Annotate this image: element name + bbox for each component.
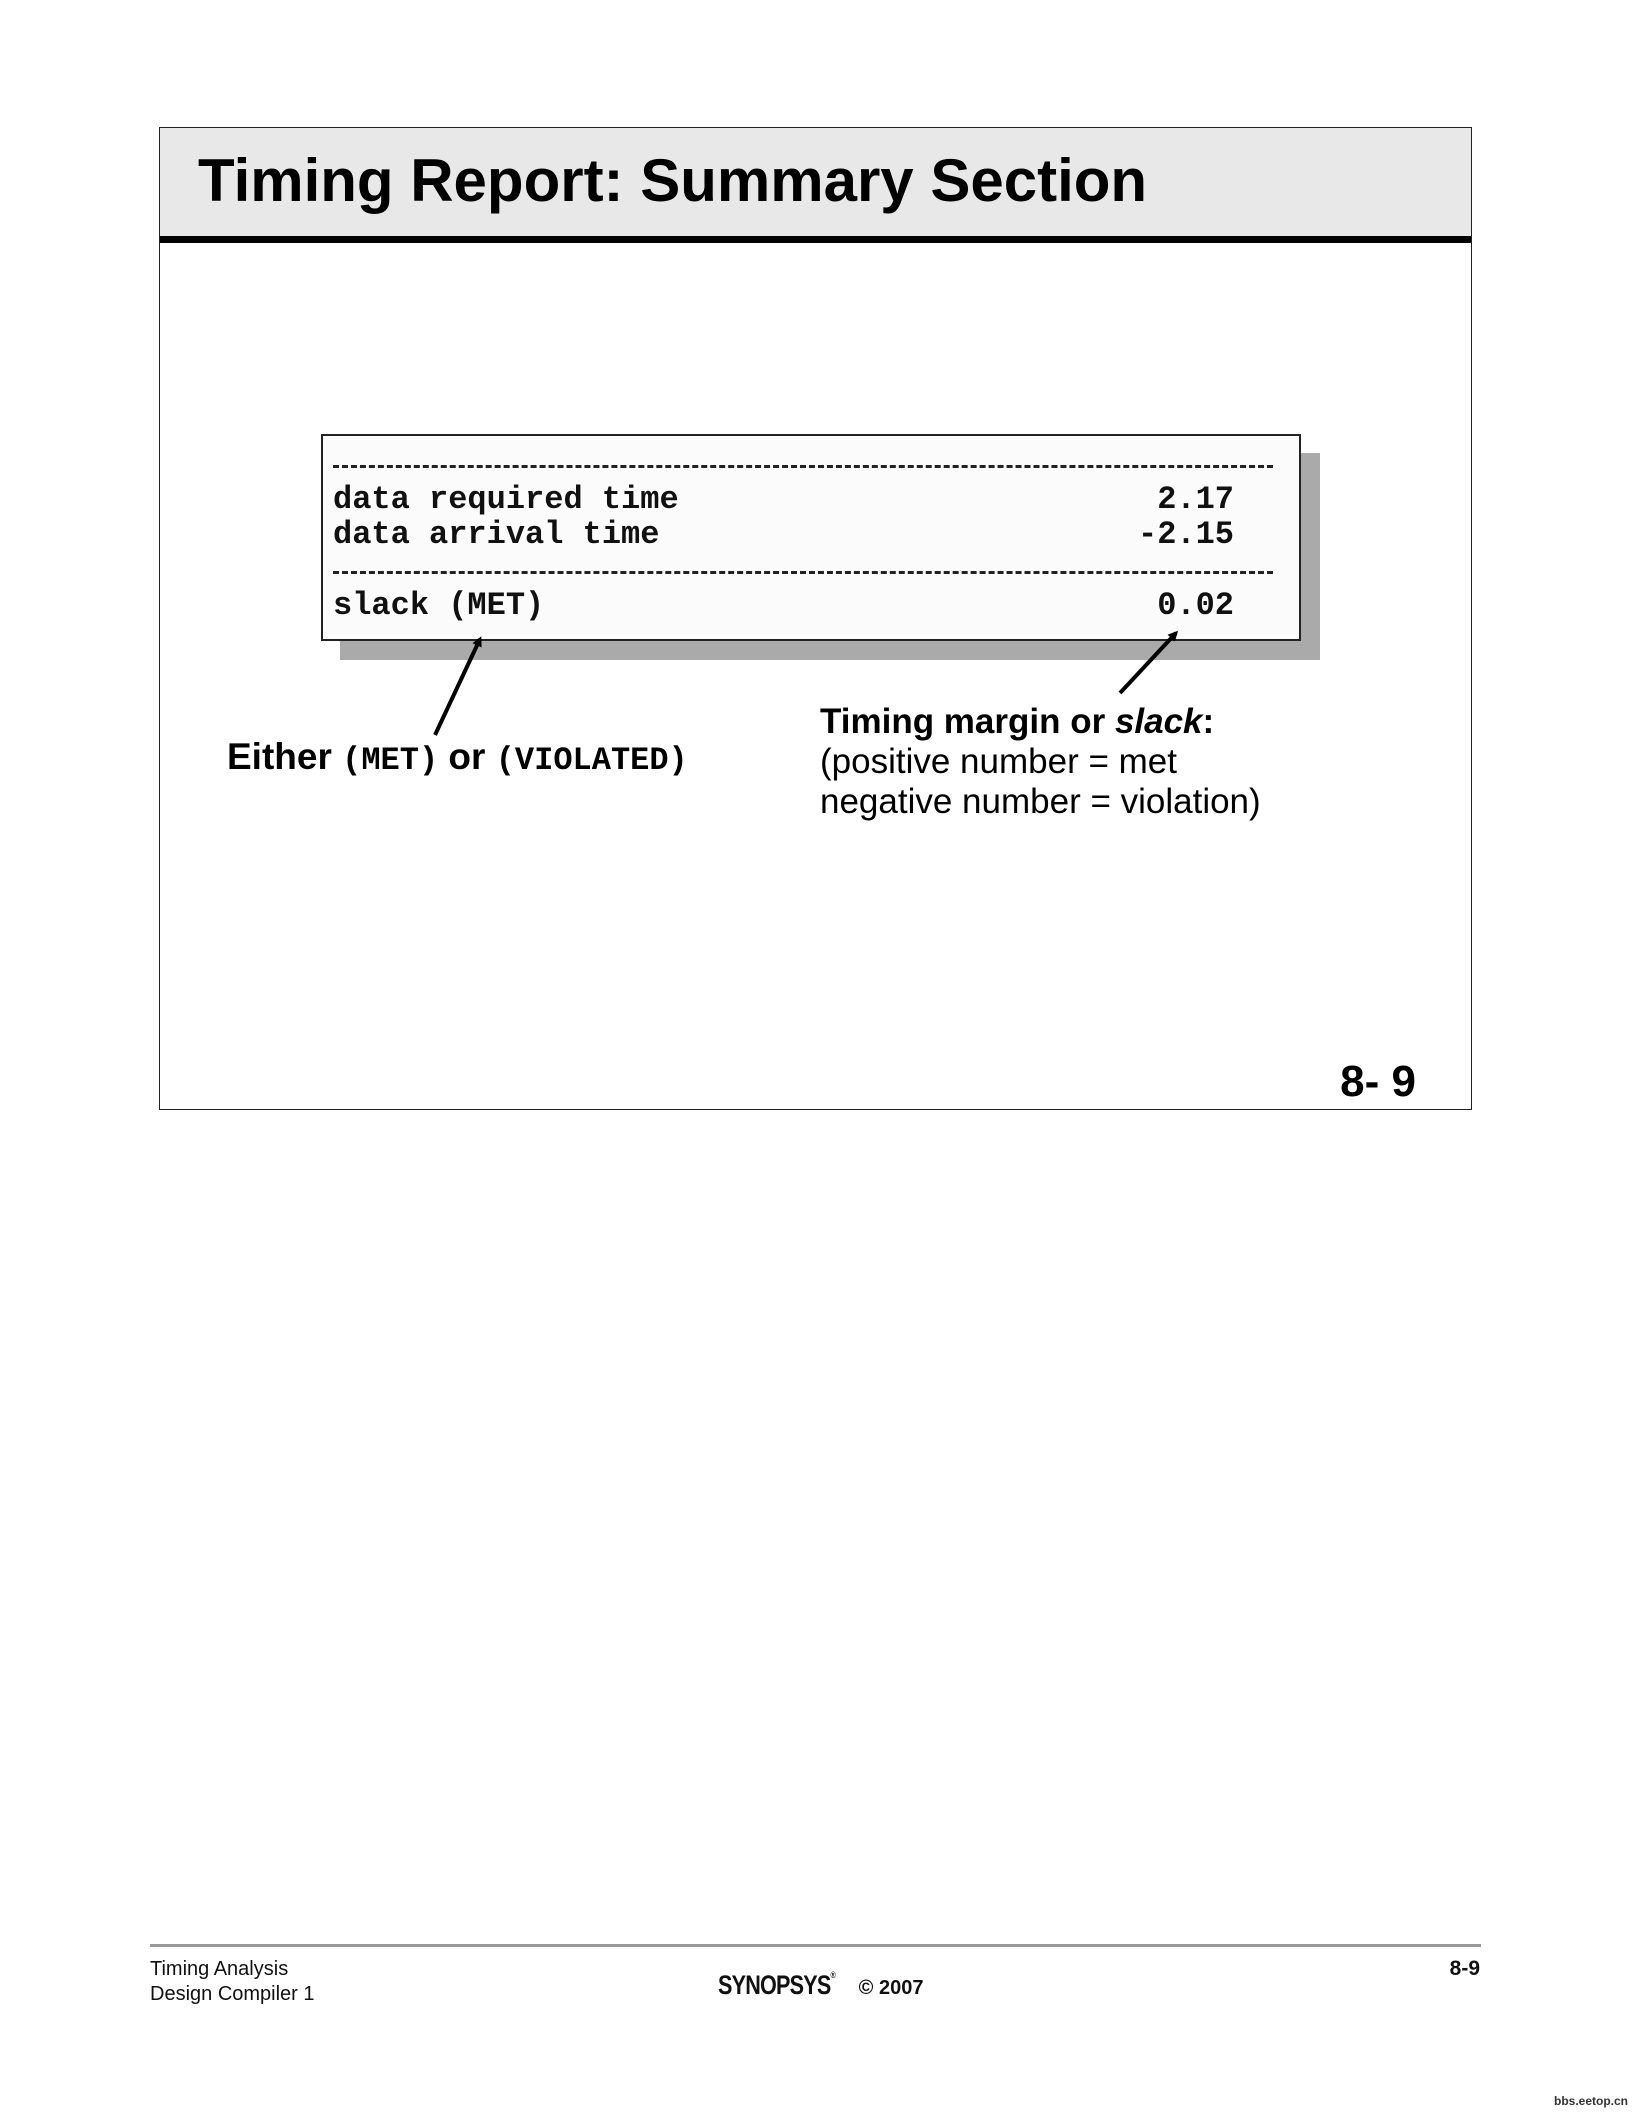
footer-copyright: © 2007 — [858, 1977, 924, 1999]
status-note-conjunction: or — [438, 736, 496, 777]
report-separator-top — [333, 465, 1273, 468]
slack-note-heading-emphasis: slack — [1114, 702, 1203, 741]
report-separator-middle — [333, 571, 1273, 574]
status-note-violated: (VIOLATED) — [495, 742, 688, 779]
footer-page-number: 8-9 — [1449, 1957, 1480, 1980]
report-row-label-arrival: data arrival time — [333, 516, 660, 553]
slack-note-heading-prefix: Timing margin or — [820, 702, 1115, 741]
synopsys-logo — [718, 1970, 835, 2001]
slide-header — [160, 128, 1471, 243]
watermark: bbs.eetop.cn — [1553, 2094, 1628, 2108]
footer-brand — [718, 1970, 923, 2001]
slack-note-line-negative: negative number = violation) — [820, 782, 1261, 821]
slide-frame — [159, 127, 1472, 1110]
timing-report-box — [321, 434, 1301, 641]
report-slack-label: slack (MET) — [333, 587, 545, 624]
report-row-value-arrival: -2.15 — [1137, 516, 1234, 553]
report-slack-value: 0.02 — [1157, 587, 1234, 624]
slide-title: Timing Report: Summary Section — [198, 147, 1148, 214]
slack-note-heading-suffix: : — [1202, 702, 1215, 741]
status-note-met: (MET) — [342, 742, 439, 779]
registered-mark: ® — [830, 1970, 835, 1980]
slack-note-heading — [820, 702, 1261, 742]
report-row-value-required: 2.17 — [1157, 481, 1234, 518]
slack-note — [820, 702, 1261, 822]
footer-course: Design Compiler 1 — [150, 1983, 315, 2005]
report-row-label-required: data required time — [333, 481, 679, 518]
slide-number: 8- 9 — [1340, 1057, 1416, 1106]
status-note — [227, 736, 688, 779]
footer-course-info — [150, 1957, 315, 2007]
footer-divider — [150, 1944, 1481, 1947]
status-note-prefix: Either — [227, 736, 343, 777]
synopsys-logo-text: SYNOPSYS — [718, 1970, 831, 2000]
slack-note-line-positive: (positive number = met — [820, 742, 1177, 781]
footer-chapter: Timing Analysis — [150, 1958, 289, 1980]
